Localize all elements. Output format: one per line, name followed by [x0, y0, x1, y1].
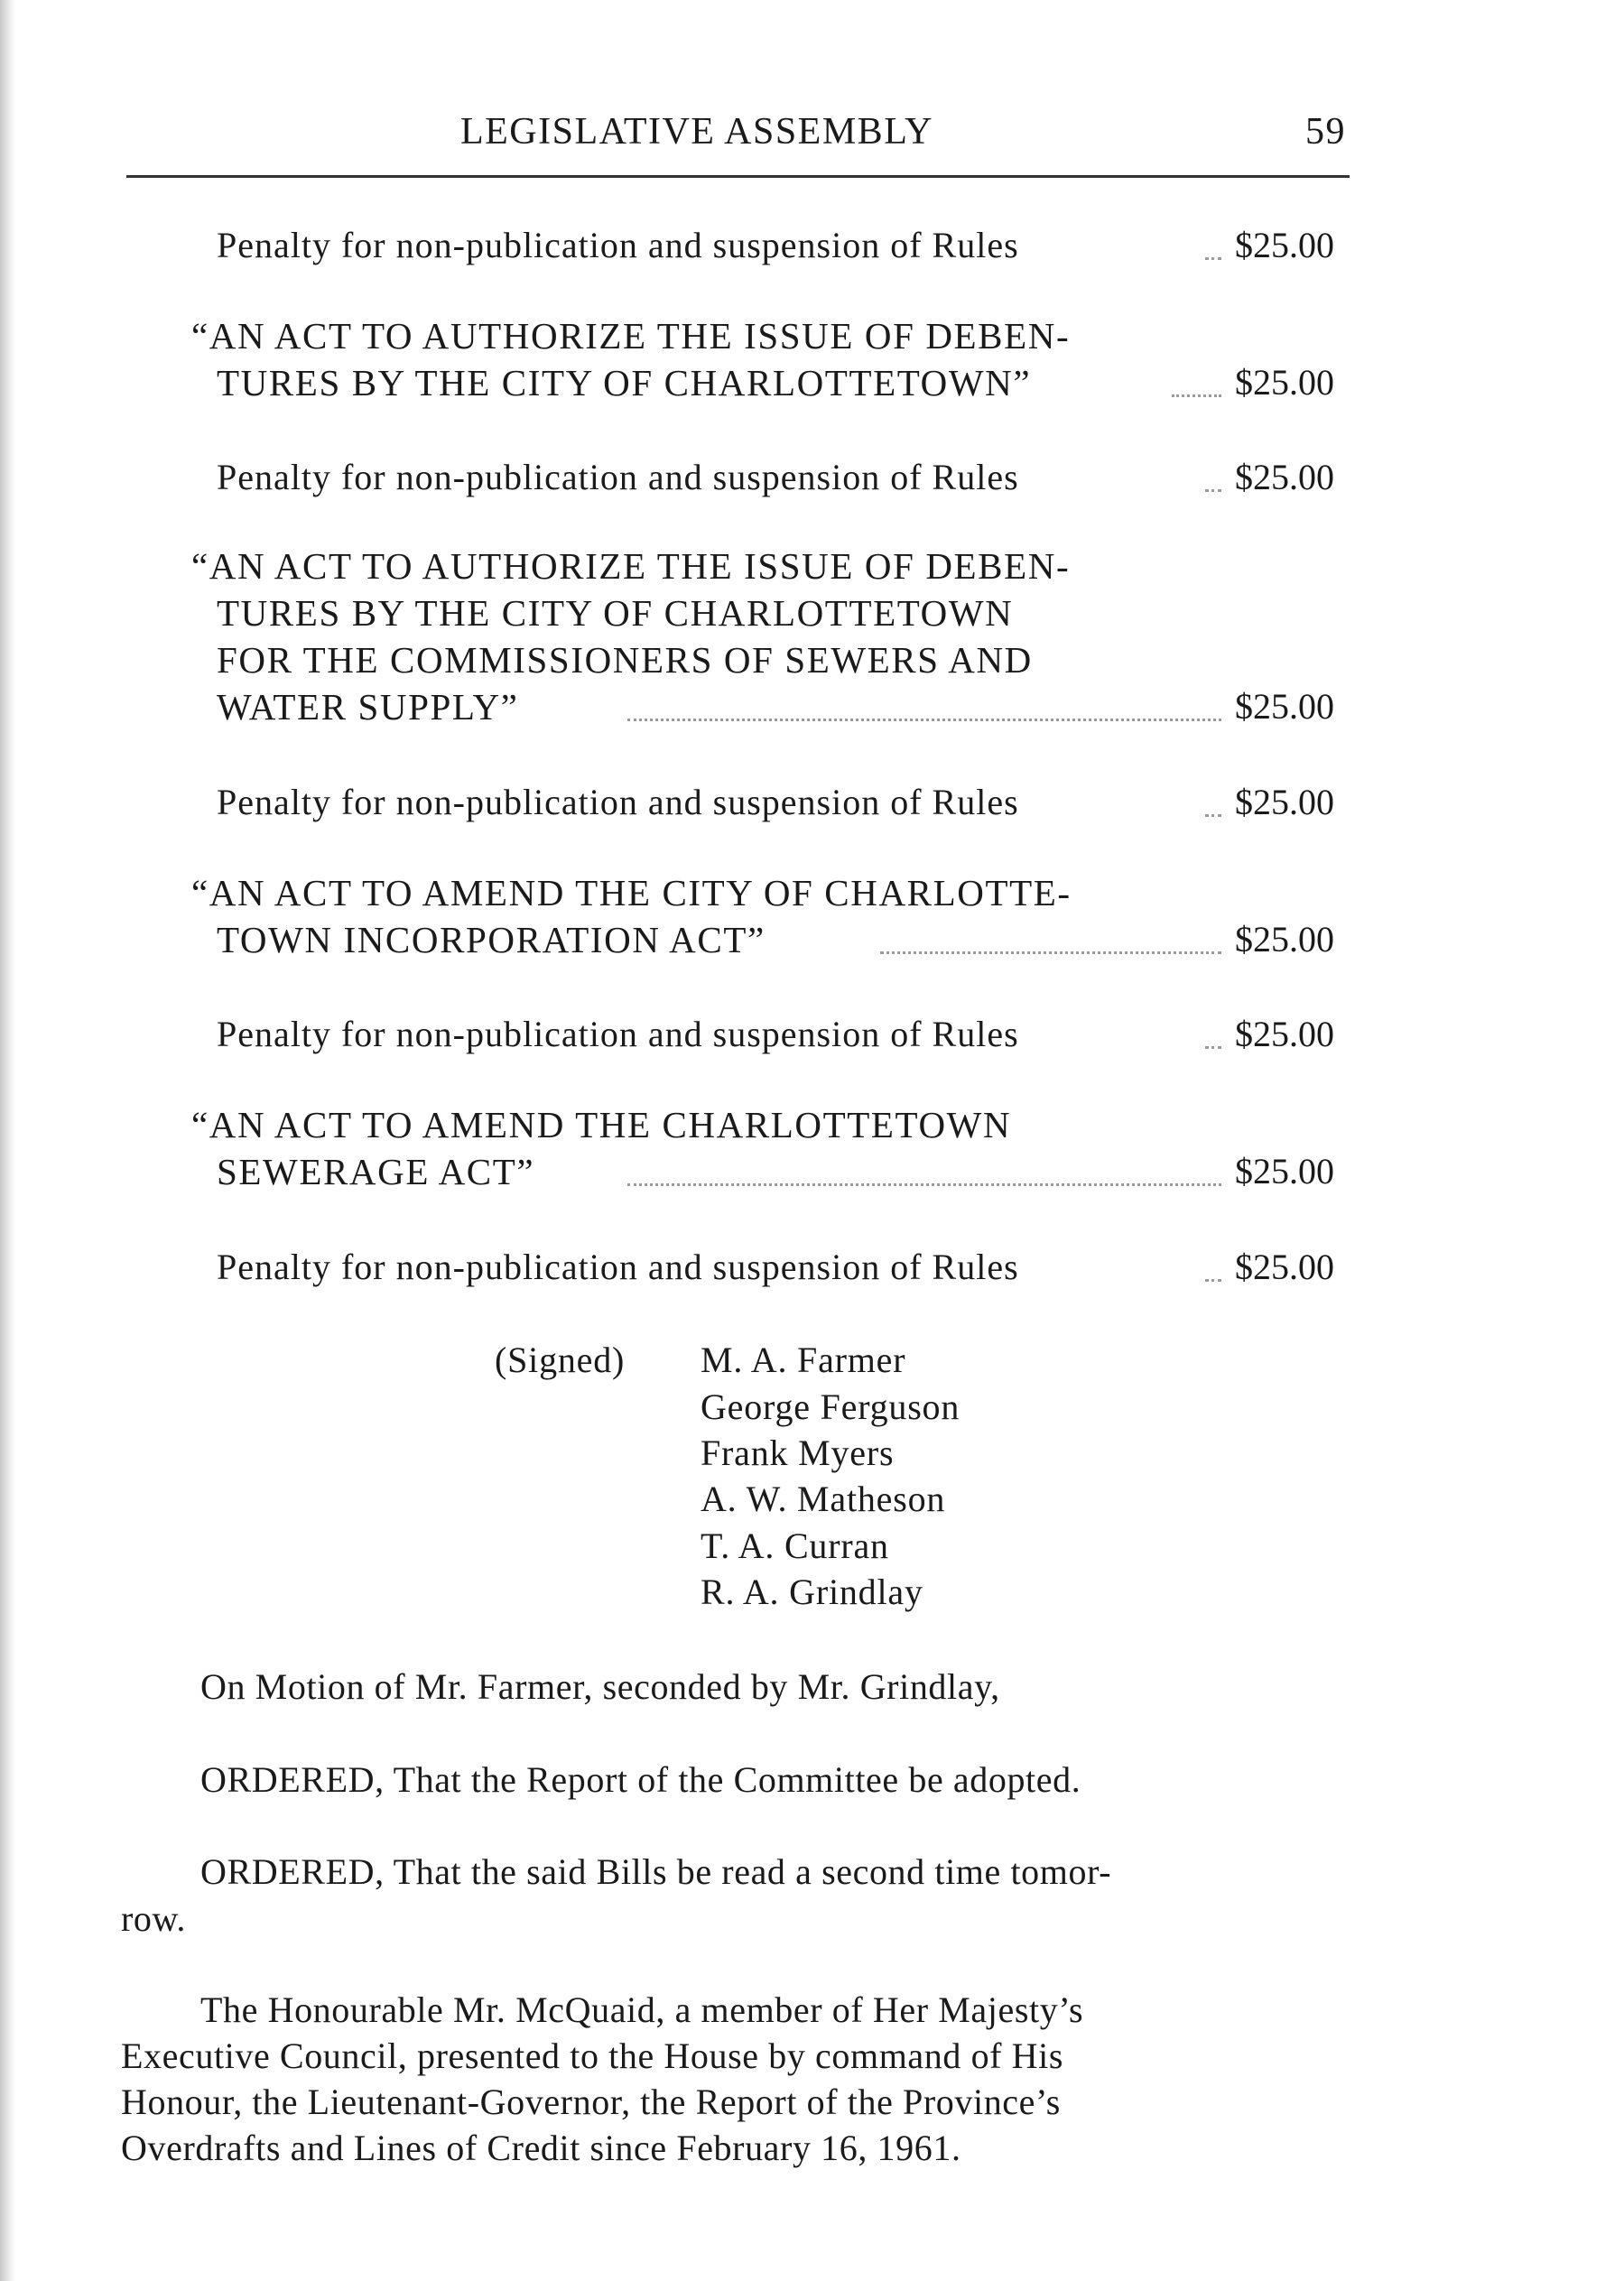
- act-title-line: TURES BY THE CITY OF CHARLOTTETOWN”: [217, 362, 1032, 403]
- paragraph-line: Honour, the Lieutenant-Governor, the Report of the Province’s: [121, 2082, 1061, 2122]
- act-title-line: “AN ACT TO AUTHORIZE THE ISSUE OF DEBEN-: [191, 315, 1071, 357]
- dot-leader: [1205, 1279, 1221, 1282]
- act-title-line: TURES BY THE CITY OF CHARLOTTETOWN: [217, 592, 1014, 634]
- page-edge-shadow: [0, 0, 16, 2281]
- page-number: 59: [1305, 111, 1346, 153]
- fee-amount: $25.00: [1235, 782, 1334, 822]
- act-title-line: FOR THE COMMISSIONERS OF SEWERS AND: [217, 639, 1033, 681]
- ordered-text: ORDERED, That the Report of the Committee be adopted.: [200, 1759, 1081, 1800]
- signatory-name: George Ferguson: [701, 1386, 960, 1427]
- page-header-title: LEGISLATIVE ASSEMBLY: [460, 111, 933, 153]
- penalty-label: Penalty for non-publication and suspension of Rules: [217, 457, 1019, 497]
- act-title-line: “AN ACT TO AMEND THE CITY OF CHARLOTTE-: [191, 872, 1072, 913]
- paragraph-line: The Honourable Mr. McQuaid, a member of Her Majesty’s: [200, 1989, 1084, 2030]
- fee-amount: $25.00: [1235, 919, 1334, 960]
- dot-leader: [1172, 394, 1221, 397]
- penalty-label: Penalty for non-publication and suspension of Rules: [217, 1247, 1019, 1287]
- dot-leader: [1205, 257, 1221, 260]
- penalty-label: Penalty for non-publication and suspension of Rules: [217, 782, 1019, 822]
- signatory-name: M. A. Farmer: [701, 1340, 906, 1380]
- dot-leader: [627, 719, 1221, 721]
- act-title-line: WATER SUPPLY”: [217, 686, 519, 728]
- fee-amount: $25.00: [1235, 1014, 1334, 1054]
- paragraph-line: Overdrafts and Lines of Credit since February 16, 1961.: [121, 2128, 961, 2168]
- paragraph-line: Executive Council, presented to the House by command of His: [121, 2035, 1064, 2076]
- dot-leader: [880, 951, 1221, 954]
- ordered-text: ORDERED, That the said Bills be read a second time tomor-: [200, 1851, 1112, 1892]
- fee-amount: $25.00: [1235, 1151, 1334, 1191]
- act-title-line: SEWERAGE ACT”: [217, 1151, 535, 1192]
- fee-amount: $25.00: [1235, 225, 1334, 265]
- ordered-text-continuation: row.: [121, 1898, 187, 1939]
- signed-label: (Signed): [495, 1340, 626, 1380]
- penalty-label: Penalty for non-publication and suspension of Rules: [217, 225, 1019, 265]
- dot-leader: [1205, 814, 1221, 817]
- signatory-name: A. W. Matheson: [701, 1479, 946, 1519]
- signatory-name: Frank Myers: [701, 1433, 895, 1473]
- fee-amount: $25.00: [1235, 457, 1334, 497]
- penalty-label: Penalty for non-publication and suspension of Rules: [217, 1014, 1019, 1054]
- act-title-line: “AN ACT TO AMEND THE CHARLOTTETOWN: [191, 1104, 1012, 1145]
- act-title-line: TOWN INCORPORATION ACT”: [217, 919, 766, 960]
- dot-leader: [627, 1183, 1221, 1186]
- motion-text: On Motion of Mr. Farmer, seconded by Mr. Grindlay,: [200, 1666, 1000, 1707]
- signatory-name: R. A. Grindlay: [701, 1572, 923, 1612]
- header-rule: [126, 175, 1350, 178]
- fee-amount: $25.00: [1235, 1247, 1334, 1287]
- dot-leader: [1205, 489, 1221, 492]
- fee-amount: $25.00: [1235, 362, 1334, 403]
- dot-leader: [1205, 1046, 1221, 1049]
- signatory-name: T. A. Curran: [701, 1525, 889, 1566]
- act-title-line: “AN ACT TO AUTHORIZE THE ISSUE OF DEBEN-: [191, 545, 1071, 587]
- fee-amount: $25.00: [1235, 686, 1334, 727]
